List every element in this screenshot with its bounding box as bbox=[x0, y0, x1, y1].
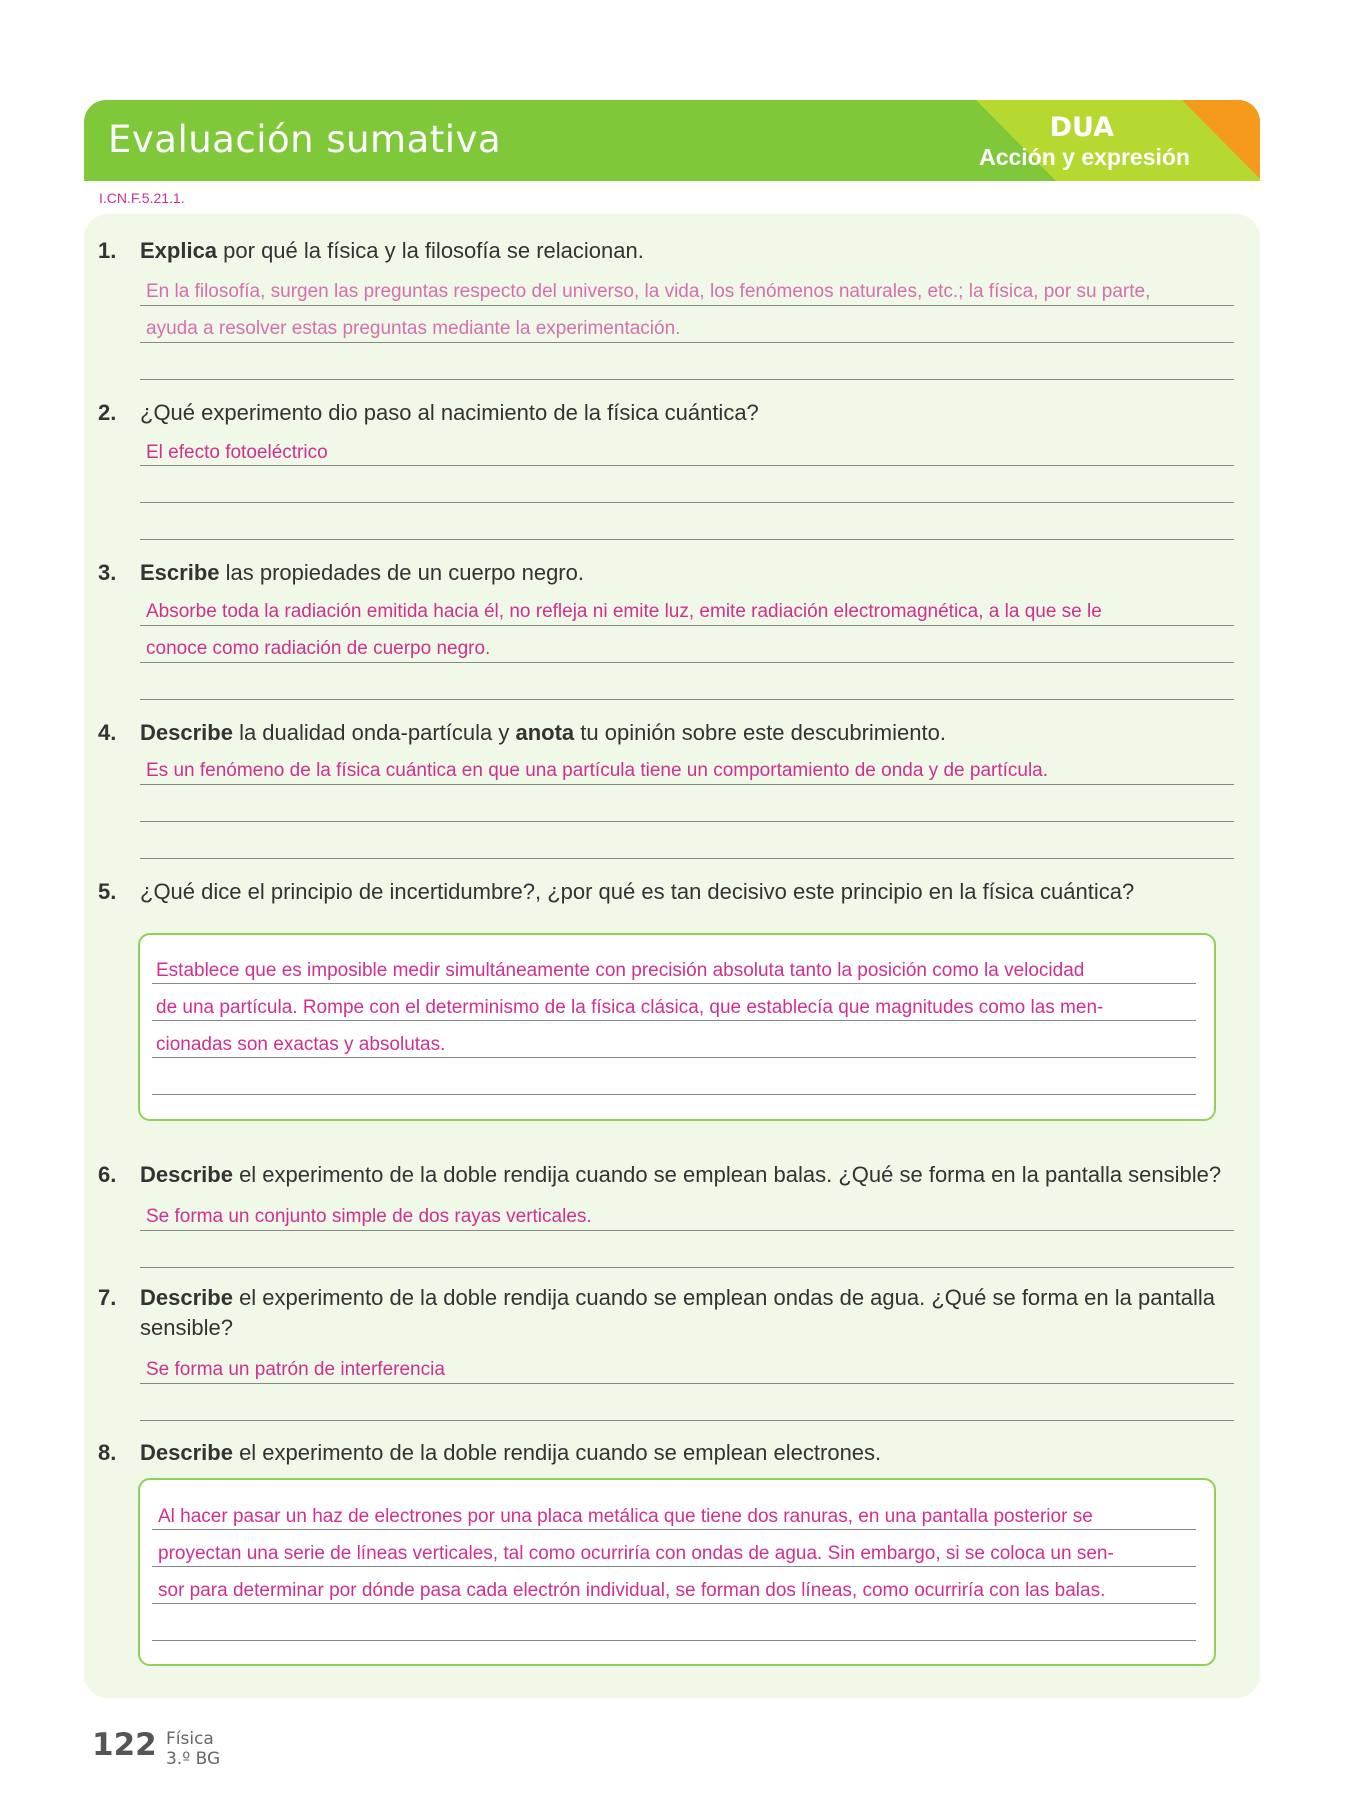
answer-rule bbox=[140, 1383, 1234, 1384]
question-number: 3. bbox=[98, 560, 117, 585]
answer-line: ayuda a resolver estas preguntas mediante la experimentación. bbox=[146, 318, 681, 339]
answer-rule[interactable] bbox=[140, 1420, 1234, 1421]
question-text bbox=[140, 236, 1340, 266]
answer-line: Se forma un patrón de interferencia bbox=[146, 1359, 445, 1380]
question-body: las propiedades de un cuerpo negro. bbox=[219, 560, 584, 585]
answer-rule[interactable] bbox=[140, 502, 1234, 503]
dua-subtitle: Acción y expresión bbox=[979, 144, 1190, 170]
answer-rule bbox=[152, 1529, 1196, 1530]
footer-subject: Física bbox=[166, 1729, 214, 1749]
answer-line: Absorbe toda la radiación emitida hacia él, no refleja ni emite luz, emite radiación electromagnética, a la que se le bbox=[146, 601, 1102, 622]
answer-rule bbox=[152, 1566, 1196, 1567]
answer-line: sor para determinar por dónde pasa cada electrón individual, se forman dos líneas, como ocurriría con las balas. bbox=[158, 1580, 1106, 1601]
dua-title: DUA bbox=[1049, 112, 1114, 143]
question-number: 6. bbox=[98, 1162, 117, 1187]
answer-line: cionadas son exactas y absolutas. bbox=[156, 1034, 446, 1055]
section-header bbox=[84, 100, 1260, 181]
answer-rule[interactable] bbox=[140, 1267, 1234, 1268]
question-verb: Explica bbox=[140, 238, 218, 263]
question-body-2: tu opinión sobre este descubrimiento. bbox=[574, 720, 946, 745]
answer-rule[interactable] bbox=[152, 1640, 1196, 1641]
answer-rule[interactable] bbox=[152, 1094, 1196, 1095]
footer-grade: 3.º BG bbox=[166, 1749, 221, 1769]
question-number: 1. bbox=[98, 238, 117, 263]
question-text bbox=[140, 1283, 1340, 1343]
answer-rule bbox=[140, 784, 1234, 785]
answer-rule bbox=[140, 625, 1234, 626]
answer-line: de una partícula. Rompe con el determinismo de la física clásica, que establecía que magnitudes como las men- bbox=[156, 997, 1104, 1018]
answer-rule[interactable] bbox=[140, 699, 1234, 700]
answer-rule bbox=[140, 305, 1234, 306]
answer-rule bbox=[140, 662, 1234, 663]
question-number: 5. bbox=[98, 879, 117, 904]
answer-rule bbox=[152, 1057, 1196, 1058]
answer-line: Se forma un conjunto simple de dos rayas verticales. bbox=[146, 1206, 592, 1227]
question-text bbox=[140, 1438, 1340, 1468]
question-body: el experimento de la doble rendija cuando se emplean ondas de agua. ¿Qué se forma en la pantalla bbox=[232, 1285, 1216, 1310]
answer-rule bbox=[140, 465, 1234, 466]
question-verb: Describe bbox=[140, 1285, 233, 1310]
question-verb: Describe bbox=[140, 1440, 233, 1465]
question-verb-2: anota bbox=[515, 720, 575, 745]
question-body-line2: sensible? bbox=[140, 1315, 233, 1340]
question-verb: Escribe bbox=[140, 560, 220, 585]
answer-rule bbox=[140, 1230, 1234, 1231]
question-text: ¿Qué dice el principio de incertidumbre?, ¿por qué es tan decisivo este principio en la física cuántica? bbox=[140, 879, 1135, 904]
question-number: 4. bbox=[98, 720, 117, 745]
answer-rule[interactable] bbox=[140, 858, 1234, 859]
question-text bbox=[140, 718, 1340, 748]
answer-line: Al hacer pasar un haz de electrones por una placa metálica que tiene dos ranuras, en una pantalla posterior se bbox=[158, 1506, 1093, 1527]
answer-rule[interactable] bbox=[140, 539, 1234, 540]
question-body: el experimento de la doble rendija cuando se emplean electrones. bbox=[232, 1440, 882, 1465]
question-body: el experimento de la doble rendija cuando se emplean balas. ¿Qué se forma en la pantalla sensible? bbox=[232, 1162, 1222, 1187]
answer-line: conoce como radiación de cuerpo negro. bbox=[146, 638, 491, 659]
question-verb: Describe bbox=[140, 720, 233, 745]
answer-rule bbox=[152, 1020, 1196, 1021]
question-text bbox=[140, 1160, 1340, 1190]
section-title: Evaluación sumativa bbox=[108, 118, 502, 161]
dua-badge bbox=[864, 100, 1260, 181]
question-text: ¿Qué experimento dio paso al nacimiento de la física cuántica? bbox=[140, 400, 759, 425]
question-body: por qué la física y la filosofía se relacionan. bbox=[217, 238, 644, 263]
indicator-code: I.CN.F.5.21.1. bbox=[99, 190, 185, 206]
question-number: 2. bbox=[98, 400, 117, 425]
answer-rule[interactable] bbox=[140, 821, 1234, 822]
question-verb: Describe bbox=[140, 1162, 233, 1187]
page-number: 122 bbox=[92, 1727, 157, 1763]
answer-rule bbox=[140, 342, 1234, 343]
answer-rule[interactable] bbox=[140, 379, 1234, 380]
answer-line: proyectan una serie de líneas verticales, tal como ocurriría con ondas de agua. Sin embargo, si se coloca un sen- bbox=[158, 1543, 1114, 1564]
question-number: 7. bbox=[98, 1285, 117, 1310]
answer-line: Es un fenómeno de la física cuántica en que una partícula tiene un comportamiento de onda y de partícula. bbox=[146, 760, 1049, 781]
answer-line: En la filosofía, surgen las preguntas respecto del universo, la vida, los fenómenos naturales, etc.; la física, por su parte, bbox=[146, 281, 1151, 302]
answer-line: El efecto fotoeléctrico bbox=[146, 442, 328, 463]
question-body: la dualidad onda-partícula y bbox=[232, 720, 516, 745]
answer-rule bbox=[152, 983, 1196, 984]
question-text bbox=[140, 558, 1340, 588]
answer-rule bbox=[152, 1603, 1196, 1604]
answer-line: Establece que es imposible medir simultáneamente con precisión absoluta tanto la posición como la velocidad bbox=[156, 960, 1085, 981]
question-number: 8. bbox=[98, 1440, 117, 1465]
